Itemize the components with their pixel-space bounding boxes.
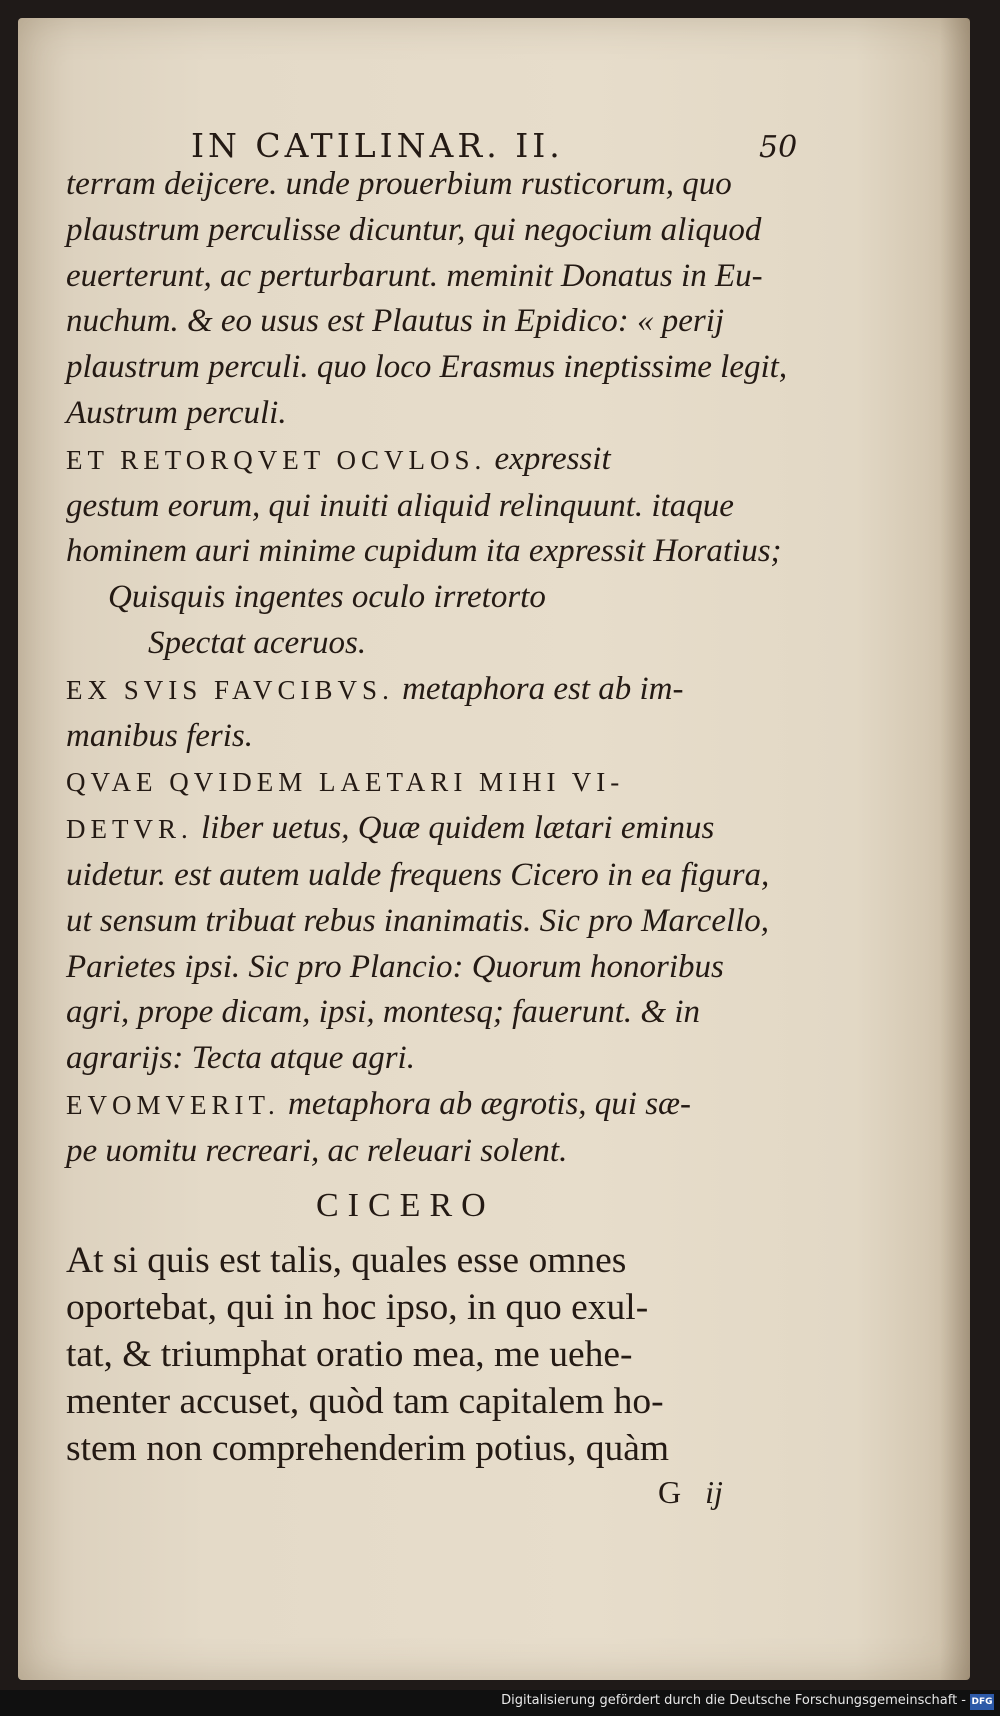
page-number: 50 xyxy=(759,130,798,165)
running-head xyxy=(66,106,866,165)
commentary-text: manibus feris. xyxy=(66,717,254,754)
commentary-line xyxy=(66,1036,866,1082)
commentary-text: plaustrum perculi. quo loco Erasmus ineptissime legit, xyxy=(66,349,788,386)
page-edge-shadow xyxy=(940,18,970,1680)
commentary-text: agrarijs: Tecta atque agri. xyxy=(66,1040,415,1077)
commentary-line xyxy=(66,345,866,391)
commentary-text: uidetur. est autem ualde frequens Cicero in ea figura, xyxy=(66,856,770,893)
commentary-text: ut sensum tribuat rebus inanimatis. Sic pro Marcello, xyxy=(66,902,770,939)
commentary-text: terram deijcere. unde prouerbium rusticorum, quo xyxy=(66,166,732,202)
commentary-line xyxy=(66,667,866,714)
lemma-caps: ET RETORQVET OCVLOS. xyxy=(66,444,487,475)
commentary-text: euerterunt, ac perturbarunt. meminit Donatus in Eu- xyxy=(66,257,763,294)
lemma-caps: EVOMVERIT. xyxy=(66,1089,280,1120)
book-page xyxy=(18,18,970,1680)
commentary-line xyxy=(66,853,866,899)
commentary-line xyxy=(66,208,866,254)
commentary-text: liber uetus, Quæ quidem lætari eminus xyxy=(192,810,715,847)
commentary-line xyxy=(66,759,866,806)
commentary-text: metaphora est ab im- xyxy=(393,670,684,707)
commentary-line xyxy=(66,529,866,575)
commentary-text: Austrum perculi. xyxy=(66,394,287,431)
cicero-text-block xyxy=(66,1237,866,1472)
lemma-caps: DETVR. xyxy=(66,814,193,845)
commentary-line xyxy=(66,484,866,530)
dfg-logo-icon: DFG xyxy=(970,1694,994,1710)
cicero-line: At si quis est talis, quales esse omnes xyxy=(66,1239,627,1281)
commentary-text: pe uomitu recreari, ac releuari solent. xyxy=(66,1132,568,1169)
cicero-line: oportebat, qui in hoc ipso, in quo exul- xyxy=(66,1286,649,1328)
running-head-title: IN CATILINAR. II. xyxy=(191,126,564,165)
commentary-line xyxy=(66,575,866,621)
cicero-line: menter accuset, quòd tam capitalem ho- xyxy=(66,1380,664,1422)
signature-numeral: ij xyxy=(705,1473,723,1510)
commentary-text: plaustrum perculisse dicuntur, qui negocium aliquod xyxy=(66,211,762,248)
lemma-caps: EX SVIS FAVCIBVS. xyxy=(66,674,394,705)
commentary-line xyxy=(66,990,866,1036)
commentary-line xyxy=(66,714,866,760)
commentary-line xyxy=(66,1129,866,1175)
cicero-line: tat, & triumphat oratio mea, me uehe- xyxy=(66,1333,633,1375)
cicero-line: stem non comprehenderim potius, quàm xyxy=(66,1427,670,1469)
commentary-text: Parietes ipsi. Sic pro Plancio: Quorum honoribus xyxy=(66,948,724,985)
commentary-line xyxy=(66,437,866,484)
page-text xyxy=(66,106,866,1512)
footer-credit: Digitalisierung gefördert durch die Deutsche Forschungsgemeinschaft - xyxy=(501,1693,966,1708)
commentary-text: nuchum. & eo usus est Plautus in Epidico: « perij xyxy=(66,303,725,340)
commentary-line xyxy=(66,391,866,437)
commentary-line xyxy=(66,806,866,853)
commentary-block xyxy=(66,162,866,1175)
commentary-line xyxy=(66,1082,866,1129)
commentary-text: agri, prope dicam, ipsi, montesq; fauerunt. & in xyxy=(66,994,700,1031)
commentary-text: metaphora ab ægrotis, qui sæ- xyxy=(279,1085,692,1122)
commentary-line xyxy=(66,162,866,208)
commentary-line xyxy=(66,299,866,345)
commentary-text: gestum eorum, qui inuiti aliquid relinquunt. itaque xyxy=(66,487,734,524)
footer-bar xyxy=(0,1690,1000,1716)
commentary-line xyxy=(66,945,866,991)
section-heading: CICERO xyxy=(316,1186,495,1224)
commentary-line xyxy=(66,621,866,667)
signature-mark xyxy=(66,1472,866,1512)
commentary-text: expressit xyxy=(486,440,611,477)
commentary-text: hominem auri minime cupidum ita expressit Horatius; xyxy=(66,533,782,570)
lemma-caps: QVAE QVIDEM LAETARI MIHI VI- xyxy=(66,767,625,798)
commentary-text: Quisquis ingentes oculo irretorto xyxy=(108,579,546,616)
commentary-text: Spectat aceruos. xyxy=(148,624,367,661)
signature-letter: G xyxy=(658,1473,682,1510)
commentary-line xyxy=(66,899,866,945)
commentary-line xyxy=(66,254,866,300)
